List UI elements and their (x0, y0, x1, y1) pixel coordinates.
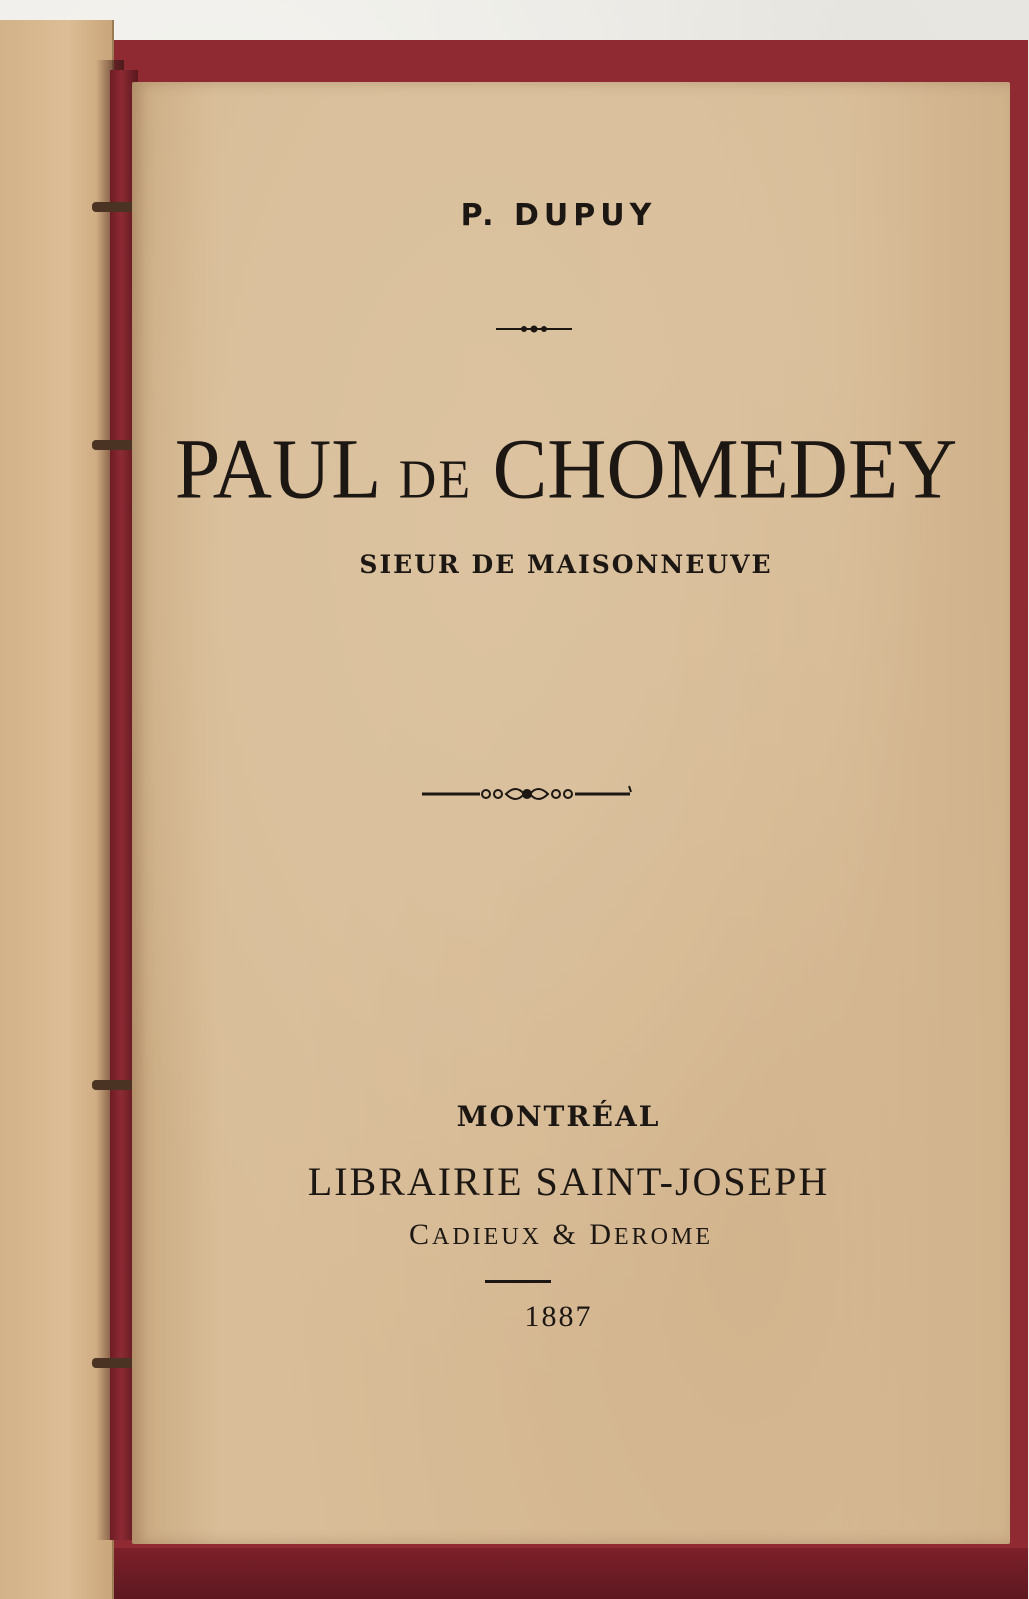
publisher-name: LIBRAIRIE SAINT-JOSEPH (307, 1159, 830, 1204)
imprint-rest-cadieux: ADIEUX (432, 1224, 542, 1250)
imprint-initial-d: D (589, 1218, 614, 1251)
cover-bottom-edge (60, 1548, 1028, 1599)
short-rule-divider (485, 1280, 551, 1283)
title-word-chomedey: CHOMEDEY (492, 420, 958, 517)
title-page (132, 82, 1010, 1544)
book-title (122, 420, 1010, 519)
imprint-initial-c: C (408, 1218, 432, 1251)
fleuron-rule-icon (420, 782, 635, 806)
printer-names (112, 1218, 1010, 1252)
imprint-ampersand: & (552, 1218, 579, 1251)
publication-year: 1887 (524, 1300, 593, 1333)
small-fleuron-rule-icon (494, 322, 574, 336)
title-particle: DE (398, 450, 473, 510)
publication-city: MONTRÉAL (456, 1100, 661, 1133)
imprint-rest-derome: EROME (614, 1224, 713, 1250)
author-name: P. DUPUY (460, 198, 657, 233)
subtitle: SIEUR DE MAISONNEUVE (359, 550, 773, 579)
title-word-paul: PAUL (174, 420, 379, 517)
